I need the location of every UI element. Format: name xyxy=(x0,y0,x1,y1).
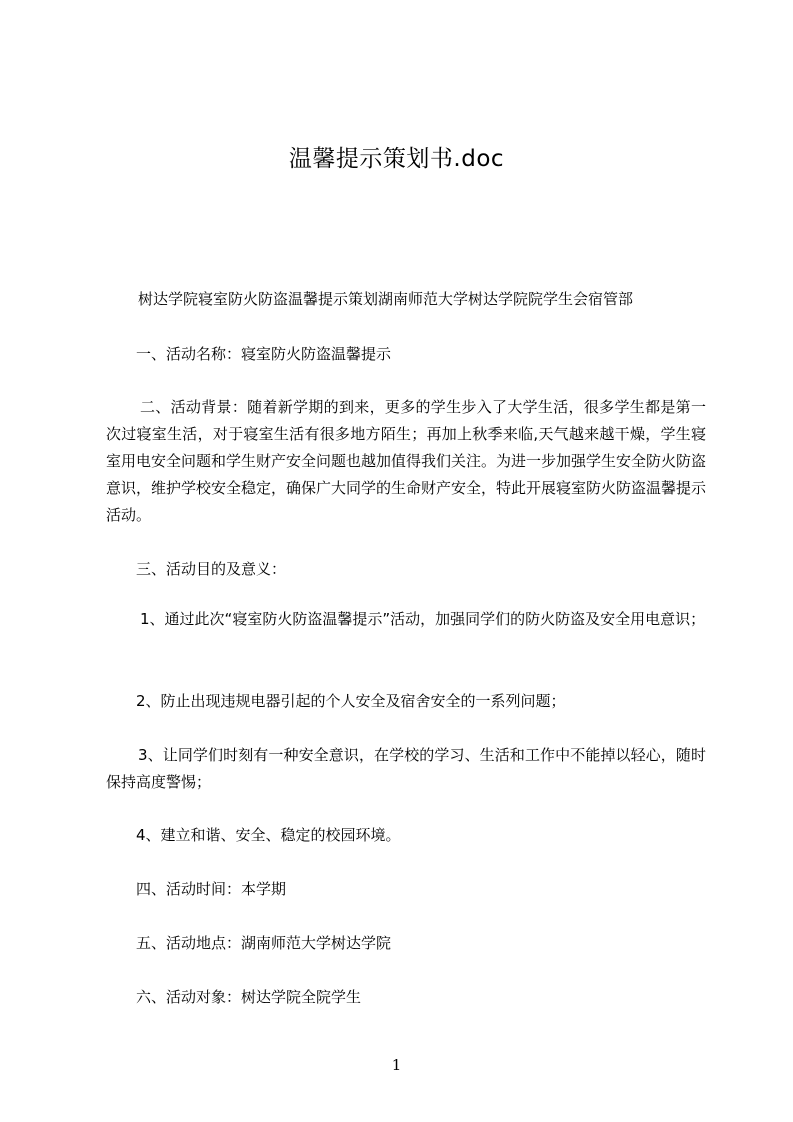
section-purpose-heading: 三、活动目的及意义： xyxy=(136,560,287,578)
document-title: 温馨提示策划书.doc xyxy=(288,146,505,172)
section-activity-audience: 六、活动对象：树达学院全院学生 xyxy=(136,988,362,1006)
purpose-item-1: 1、通过此次“寝室防火防盗温馨提示”活动，加强同学们的防火防盗及安全用电意识； xyxy=(140,610,706,628)
section-activity-background: 二、活动背景：随着新学期的到来，更多的学生步入了大学生活，很多学生都是第一次过寝室生活，对于寝室生活有很多地方陌生；再加上秋季来临,天气越来越干燥，学生寝室用电安全问题和学生财产安全问题也越加值得我们关注。为进一步加强学生安全防火防盗意识，维护学校安全稳定，确保广大同学的生命财产安全，特此开展寝室防火防盗温馨提示活动。 xyxy=(106,398,707,524)
page-number: 1 xyxy=(391,1056,402,1074)
section-activity-time: 四、活动时间：本学期 xyxy=(136,880,287,898)
purpose-item-2: 2、防止出现违规电器引起的个人安全及宿舍安全的一系列问题； xyxy=(136,692,566,710)
purpose-item-3: 3、让同学们时刻有一种安全意识，在学校的学习、生活和工作中不能掉以轻心，随时保持高度警惕； xyxy=(106,746,706,791)
document-subtitle: 树达学院寝室防火防盗温馨提示策划湖南师范大学树达学院院学生会宿管部 xyxy=(138,290,634,308)
section-activity-location: 五、活动地点：湖南师范大学树达学院 xyxy=(136,934,392,952)
section-activity-name: 一、活动名称：寝室防火防盗温馨提示 xyxy=(136,345,392,363)
purpose-item-4: 4、建立和谐、安全、稳定的校园环境。 xyxy=(136,826,401,844)
